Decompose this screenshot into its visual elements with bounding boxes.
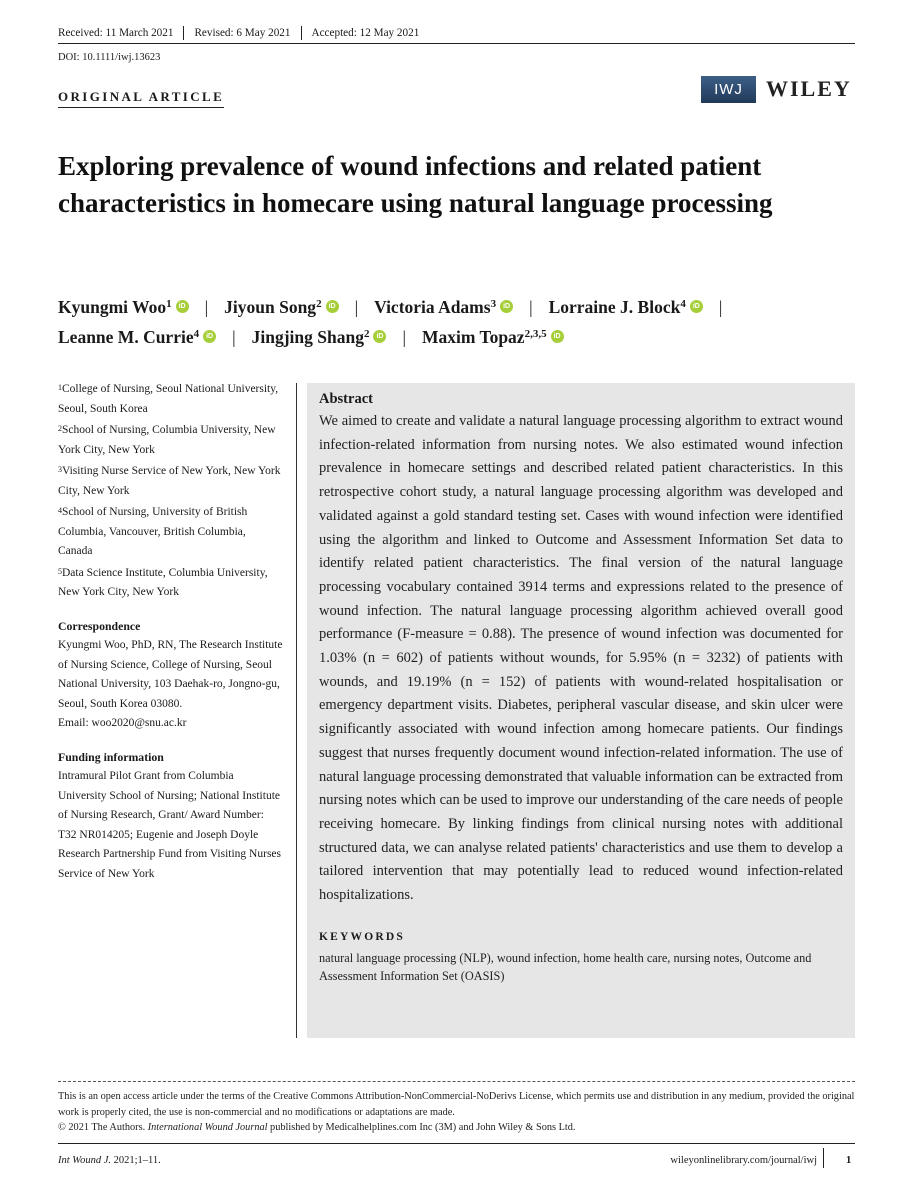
- page-number: 1: [846, 1155, 852, 1166]
- author[interactable]: Kyungmi Woo$^1$ iD: [58, 297, 189, 317]
- author-separator: |: [232, 327, 236, 347]
- correspondence-text: Kyungmi Woo, PhD, RN, The Research Institute of Nursing Science, College of Nursing, Seoul National University, 103 Daehak-ro, Jongno-gu, Seoul, South Korea 03080.: [58, 639, 283, 710]
- copyright-line: © 2021 The Authors. International Wound Journal published by Medicalhelplines.com Inc (3M) and John Wiley & Sons Ltd.: [58, 1122, 576, 1133]
- journal-name: International Wound Journal: [147, 1122, 268, 1133]
- footer-separator: [823, 1148, 824, 1168]
- orcid-icon[interactable]: iD: [690, 300, 703, 313]
- received-date: Received: 11 March 2021: [58, 26, 184, 40]
- affiliation: $^5$Data Science Institute, Columbia University, New York City, New York: [58, 566, 268, 598]
- license-divider: [58, 1081, 855, 1082]
- license-text: This is an open access article under the terms of the Creative Commons Attribution-NonCommercial-NoDerivs License, which permits use and distribution in any medium, provided the original work is properly cited, the use is non-commercial and no modifications or adaptations are made.: [58, 1091, 855, 1118]
- logo-block: [701, 75, 852, 103]
- doi[interactable]: DOI: 10.1111/iwj.13623: [58, 52, 161, 63]
- revised-date: Revised: 6 May 2021: [184, 26, 301, 40]
- orcid-icon[interactable]: iD: [373, 330, 386, 343]
- accepted-date: Accepted: 12 May 2021: [311, 27, 420, 39]
- abstract-heading: Abstract: [319, 391, 373, 407]
- keywords-text: natural language processing (NLP), wound infection, home health care, nursing notes, Outcome and Assessment Information Set (OASIS): [319, 950, 812, 983]
- column-divider: [296, 383, 297, 1038]
- journal-logo: IWJ: [701, 76, 756, 103]
- publisher-logo: WILEY: [766, 76, 852, 101]
- footer-citation: Int Wound J. 2021;1–11.: [58, 1155, 161, 1166]
- affiliation: $^1$College of Nursing, Seoul National University, Seoul, South Korea: [58, 383, 279, 415]
- article-title: Exploring prevalence of wound infections and related patient characteristics in homecare using natural language processing: [58, 151, 773, 218]
- correspondence-email[interactable]: Email: woo2020@snu.ac.kr: [58, 717, 187, 729]
- author-separator: |: [354, 297, 359, 317]
- keywords-heading: KEYWORDS: [319, 930, 405, 943]
- author[interactable]: Jiyoun Song$^2$ iD: [224, 297, 338, 317]
- author[interactable]: Leanne M. Currie$^4$ iD: [58, 327, 216, 347]
- footer-divider: [58, 1143, 855, 1144]
- abstract-box: [307, 383, 855, 1038]
- affiliation: $^2$School of Nursing, Columbia University, New York City, New York: [58, 424, 276, 456]
- author-separator: |: [402, 327, 406, 347]
- funding-text: Intramural Pilot Grant from Columbia University School of Nursing; National Institute of Nursing Research, Grant/ Award Number: T32 NR014205; Eugenie and Joseph Doyle Research Partnership Fund from Visiting Nurses Service of New York: [58, 770, 281, 880]
- affiliation: $^4$School of Nursing, University of British Columbia, Vancouver, British Columbia, Canada: [58, 506, 248, 557]
- author-separator: |: [718, 297, 723, 317]
- author[interactable]: Lorraine J. Block$^4$ iD: [549, 297, 703, 317]
- orcid-icon[interactable]: iD: [500, 300, 513, 313]
- affiliation: $^3$Visiting Nurse Service of New York, New York City, New York: [58, 465, 281, 497]
- sidebar: [58, 380, 283, 884]
- article-type: ORIGINAL ARTICLE: [58, 89, 224, 108]
- footer-url[interactable]: wileyonlinelibrary.com/journal/iwj: [670, 1155, 817, 1166]
- funding-heading: Funding information: [58, 749, 164, 764]
- article-history: [58, 26, 855, 44]
- author-separator: |: [204, 297, 209, 317]
- abstract-text: We aimed to create and validate a natural language processing algorithm to extract wound infection-related information from nursing notes. We also estimated wound infection prevalence in homecare settings and described related patient characteristics. In this retrospective cohort study, a natural language processing algorithm was developed and validated against a gold standard testing set. Cases with wound infection were identified using the algorithm and linked to Outcome and Assessment Information Set data to identify related patient characteristics. The final version of the natural language processing vocabulary contained 3914 terms and expressions related to the presence of wound infection. The natural language processing algorithm achieved overall good performance (F-measure = 0.88). The presence of wound infection was documented for 1.03% (n = 602) of patients without wounds, for 5.95% (n = 3232) of patients with wounds, and 19.19% (n = 152) of patients with wound-related hospitalisation or emergency department visits. Diabetes, peripheral vascular disease, and skin ulcer were significantly associated with wound infection among homecare patients. Our findings suggest that nurses frequently document wound infection-related information. The use of natural language processing demonstrated that valuable information can be extracted from nursing notes which can be used to improve our understanding of the care needs of people receiving homecare. By linking findings from clinical nursing notes with additional structured data, we can analyse related patients' characteristics and use them to develop a tailored intervention that may potentially lead to reduced wound infection-related hospitalizations.: [319, 413, 843, 904]
- orcid-icon[interactable]: iD: [551, 330, 564, 343]
- author[interactable]: Jingjing Shang$^2$ iD: [252, 327, 387, 347]
- author-separator: |: [529, 297, 533, 317]
- orcid-icon[interactable]: iD: [203, 330, 216, 343]
- author[interactable]: Victoria Adams$^3$ iD: [374, 297, 513, 317]
- correspondence-heading: Correspondence: [58, 618, 141, 633]
- author-list: [58, 292, 858, 352]
- license-notice: [58, 1089, 855, 1136]
- orcid-icon[interactable]: iD: [326, 300, 339, 313]
- orcid-icon[interactable]: iD: [176, 300, 189, 313]
- author[interactable]: Maxim Topaz$^{2,3,5}$ iD: [422, 327, 564, 347]
